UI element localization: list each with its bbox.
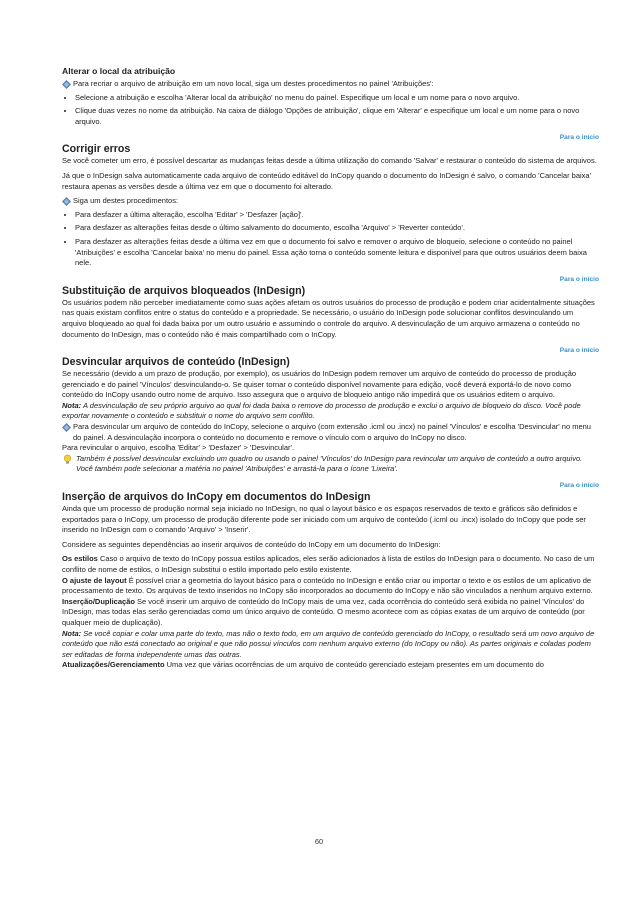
- section-title-desvincular: Desvincular arquivos de conteúdo (InDesign): [62, 356, 290, 369]
- step-alterar-text: Para recriar o arquivo de atribuição em um novo local, siga um destes procedimentos no painel 'Atribuições':: [73, 79, 434, 88]
- paragraph: Os usuários podem não perceber imediatamente como suas ações afetam os outros usuários do processo de produção e podem criar acidentalmente situações nas quais existam conflitos entre o status do conteúdo e a propriedade. Se necessário, o usuário do InDesign pode solucionar conflitos desvinculando um arquivo bloqueado ao qual foi dada baixa por um outro usuário e assumindo o controle do arquivo. A desvinculação de um arquivo armazena o conteúdo no documento do InDesign, mas o conteúdo não é mais compartilhado com o InCopy.: [62, 297, 595, 339]
- document-page: [62, 66, 599, 675]
- list-item: • Selecione a atribuição e escolha 'Alterar local da atribuição' no menu do painel. Especifique um local e um nome para o novo arquivo.: [75, 93, 599, 104]
- back-to-top-link[interactable]: Para o início: [559, 134, 599, 142]
- paragraph: Se necessário (devido a um prazo de produção, por exemplo), os usuários do InDesign podem remover um arquivo de conteúdo do processo de produção gerenciado e do painel 'Vínculos' desvinculando-o. Se quiser tornar o conteúdo disponível novamente para edição, você deverá exportá-lo de novo como conteúdo do InCopy usando outro nome de arquivo. Isso assegura que o arquivo de bloqueio antigo não impedirá que os usuários editem o arquivo.: [62, 369, 577, 400]
- definition-text: Se você inserir um arquivo de conteúdo do InCopy mais de uma vez, cada ocorrência do conteúdo será exibida no painel 'Vínculos' do InDesign, mas todas elas serão gerenciadas como um único arquivo de conteúdo. O mesmo acontece com as cópias exatas de um arquivo de conteúdo (por qualquer meio de duplicação).: [62, 596, 585, 627]
- corrigir-list: [62, 210, 599, 269]
- step-corrigir: [62, 196, 599, 207]
- paragraph: Se você cometer um erro, é possível descartar as mudanças feitas desde a última utilização do comando 'Salvar' e restaurar o conteúdo do sistema de arquivos.: [62, 156, 597, 166]
- definition-text: Uma vez que várias ocorrências de um arquivo de conteúdo gerenciado estejam presentes em um documento do: [166, 660, 544, 670]
- definition-item: [62, 576, 599, 597]
- page-number: 60: [314, 837, 324, 846]
- back-to-top-link[interactable]: Para o início: [559, 347, 599, 355]
- alterar-list: [62, 93, 599, 128]
- step-desvincular-text: Para desvincular um arquivo de conteúdo do InCopy, selecione o arquivo (com extensão .icml ou .incx) no painel 'Vínculos' e escolha 'Desvincular' no menu do painel. A desvinculação incorpora o conteúdo no documento e remove o vínculo com o arquivo do InCopy no disco.: [73, 422, 591, 442]
- step-alterar: [62, 79, 599, 90]
- section-title-insercao: Inserção de arquivos do InCopy em documentos do InDesign: [62, 491, 371, 504]
- definition-text: Caso o arquivo de texto do InCopy possua estilos aplicados, eles serão adicionados à lista de estilos do InDesign para o documento. No caso de um conflito de nome de estilos, o InDesign substitui o estilo importado pelo estilo existente.: [62, 554, 595, 574]
- tip: [62, 454, 599, 475]
- definition-term: Atualizações/Gerenciamento: [62, 660, 165, 670]
- definition-item: [62, 597, 599, 629]
- paragraph: Para revincular o arquivo, escolha 'Editar' > 'Desfazer' > 'Desvincular'.: [62, 443, 295, 453]
- definition-term: O ajuste de layout: [62, 575, 127, 585]
- list-item: • Para desfazer as alterações feitas desde a última vez em que o documento foi salvo e remover o arquivo de bloqueio, selecione o conteúdo no painel 'Atribuições' e escolha 'Cancelar baixa' no menu do painel. Essa ação torna o conteúdo somente leitura e disponível para que outros usuários deem baixa nele.: [75, 237, 599, 269]
- section-header-insercao: [62, 481, 599, 504]
- back-to-top-link[interactable]: Para o início: [559, 482, 599, 490]
- definition-text: É possível criar a geometria do layout básico para o conteúdo no InDesign e então criar ou importar o texto e os estilos de um aplicativo de processamento de texto. Os arquivos de texto inseridos no InCopy são incorporados ao documento do InCopy e não são vinculados a nenhum arquivo externo.: [62, 575, 593, 596]
- definition-term: Os estilos: [62, 554, 98, 564]
- section-title-alterar: Alterar o local da atribuição: [62, 66, 176, 76]
- section-header-desvincular: [62, 346, 599, 369]
- tip-text: Também é possível desvincular excluindo um quadro ou usando o painel 'Vínculos' do InDesign para revincular um arquivo de conteúdo a outro arquivo. Você também pode selecionar a matéria no painel 'Atribuições' e arrastá-la para o ícone 'Lixeira'.: [76, 453, 583, 474]
- step-diamond-icon: [62, 197, 71, 206]
- note: [62, 629, 599, 661]
- section-header-substituicao: [62, 275, 599, 298]
- step-corrigir-text: Siga um destes procedimentos:: [73, 196, 179, 206]
- definition-item: [62, 554, 599, 575]
- section-header-corrigir: [62, 133, 599, 156]
- back-to-top-link[interactable]: Para o início: [559, 275, 599, 283]
- note-label: Nota:: [62, 628, 82, 638]
- paragraph: Ainda que um processo de produção normal seja iniciado no InDesign, no qual o layout básico e os espaços reservados de texto e gráficos são definidos e exportados para o InCopy, um processo de produção diferente pode ser iniciado com um arquivo de conteúdo (.icml ou .incx) isolado do InCopy que pode ser inserido no InDesign com o comando 'Arquivo' > 'Inserir'.: [62, 504, 586, 535]
- paragraph: Já que o InDesign salva automaticamente cada arquivo de conteúdo editável do InCopy quando o documento do InDesign é salvo, o comando 'Cancelar baixa' restaura apenas as versões desde a última vez em que o documento foi alterado.: [62, 170, 592, 191]
- note: [62, 401, 599, 422]
- list-item: • Para desfazer as alterações feitas desde o último salvamento do documento, escolha 'Arquivo' > 'Reverter conteúdo'.: [75, 223, 599, 234]
- lightbulb-icon: [62, 454, 73, 465]
- definition-item: [62, 660, 599, 671]
- step-diamond-icon: [62, 423, 71, 432]
- section-title-corrigir: Corrigir erros: [62, 143, 131, 156]
- note-text: A desvinculação de seu próprio arquivo ao qual foi dada baixa o remove do processo de produção e exclui o arquivo de bloqueio do disco. Você pode exportar novamente o conteúdo e substituir o nome do arquivo sem conflito.: [62, 400, 581, 421]
- note-text: Se você copiar e colar uma parte do texto, mas não o texto todo, em um arquivo de conteúdo gerenciado do InCopy, o resultado será um novo arquivo de conteúdo que não está conectado ao original e que não possui vínculos com nenhum arquivo externo (do InCopy ou não). As partes originais e coladas podem ser editadas de forma independente umas das outras.: [62, 628, 595, 659]
- paragraph: Considere as seguintes dependências ao inserir arquivos de conteúdo do InCopy em um documento do InDesign:: [62, 539, 441, 549]
- note-label: Nota:: [62, 400, 82, 410]
- list-item: • Clique duas vezes no nome da atribuição. Na caixa de diálogo 'Opções de atribuição', clique em 'Alterar' e especifique um local e um nome para o novo arquivo.: [75, 106, 599, 127]
- list-item: • Para desfazer a última alteração, escolha 'Editar' > 'Desfazer [ação]'.: [75, 210, 599, 221]
- section-title-substituicao: Substituição de arquivos bloqueados (InDesign): [62, 284, 306, 297]
- step-desvincular: [62, 422, 599, 443]
- definition-term: Inserção/Duplicação: [62, 596, 135, 606]
- step-diamond-icon: [62, 80, 71, 89]
